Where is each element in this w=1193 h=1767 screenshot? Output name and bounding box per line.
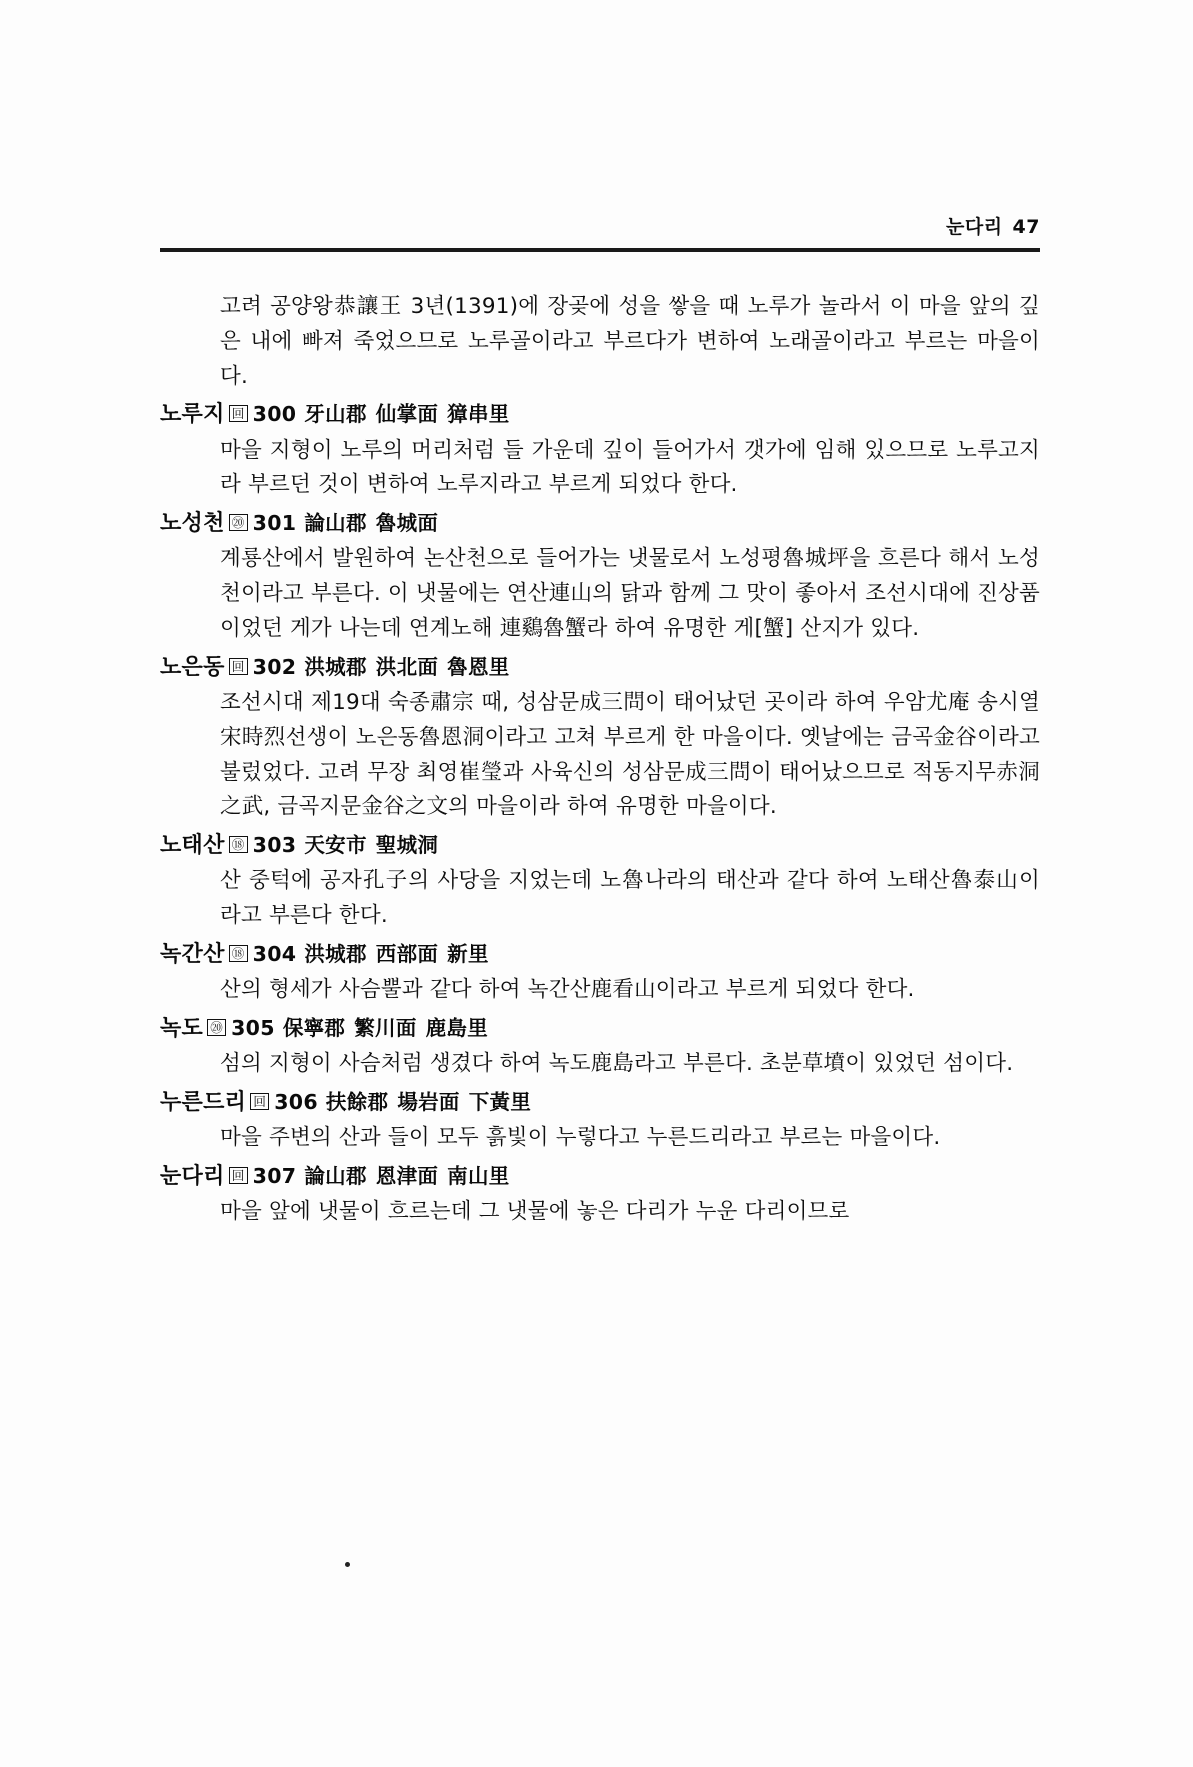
entry-headword: 누른드리 xyxy=(160,1089,247,1115)
entry-marker-icon: ⑱ xyxy=(229,945,248,962)
page-footer-mark xyxy=(345,1562,350,1567)
entry-location: 保寧郡 繁川面 鹿島里 xyxy=(282,1015,489,1040)
entry-number: 305 xyxy=(231,1015,275,1040)
entry-marker-icon: 回 xyxy=(229,658,248,675)
dictionary-entry xyxy=(160,938,1040,1008)
continued-paragraph: 고려 공양왕恭讓王 3년(1391)에 장곶에 성을 쌓을 때 노루가 놀라서 이 마을 앞의 깊은 내에 빠져 죽었으므로 노루골이라고 부르다가 변하여 노래골이라고 부르는 마을이다. xyxy=(220,294,1040,389)
dictionary-entry xyxy=(160,829,1040,934)
page-content xyxy=(160,290,1040,1232)
header-rule xyxy=(160,248,1040,252)
entry-headword-line xyxy=(160,829,1040,863)
entry-headword: 녹도 xyxy=(160,1015,204,1041)
entry-headword-line xyxy=(160,651,1040,685)
entry-body: 마을 지형이 노루의 머리처럼 들 가운데 깊이 들어가서 갯가에 임해 있으므로 노루고지라 부르던 것이 변하여 노루지라고 부르게 되었다 한다. xyxy=(220,437,1040,498)
entry-location: 論山郡 恩津面 南山里 xyxy=(304,1163,510,1188)
dictionary-entry xyxy=(160,398,1040,503)
entry-headword-line xyxy=(160,1012,1040,1046)
entry-marker-icon: 回 xyxy=(229,405,248,422)
dictionary-entry xyxy=(160,651,1040,825)
entry-location: 牙山郡 仙掌面 獐串里 xyxy=(304,402,510,427)
page-number: 47 xyxy=(1012,216,1040,238)
entry-number: 302 xyxy=(252,654,297,679)
entry-marker-icon: ⑳ xyxy=(207,1019,226,1036)
entry-location: 天安市 聖城洞 xyxy=(304,833,439,858)
page-header xyxy=(160,212,1040,239)
entry-body: 계룡산에서 발원하여 논산천으로 들어가는 냇물로서 노성평魯城坪을 흐른다 해서 노성천이라고 부른다. 이 냇물에는 연산連山의 닭과 함께 그 맛이 좋아서 조선시대에 진상품이었던 게가 나는데 연계노해 連鷄魯蟹라 하여 유명한 게[蟹] 산지가 있다. xyxy=(220,546,1040,641)
entry-headword-line xyxy=(160,1160,1040,1194)
entry-location: 論山郡 魯城面 xyxy=(304,511,439,536)
dictionary-entry xyxy=(160,1086,1040,1156)
entry-number: 307 xyxy=(252,1163,297,1188)
entry-number: 301 xyxy=(252,511,297,536)
entry-headword-line xyxy=(160,507,1040,541)
entry-headword: 눈다리 xyxy=(160,1163,225,1189)
header-title: 눈다리 xyxy=(945,216,1003,238)
entry-headword-line xyxy=(160,938,1040,972)
entry-location: 洪城郡 洪北面 魯恩里 xyxy=(304,654,510,679)
entry-headword-line xyxy=(160,398,1040,432)
dictionary-entry xyxy=(160,1160,1040,1230)
entry-marker-icon: 回 xyxy=(250,1093,269,1110)
entry-headword: 노태산 xyxy=(160,833,225,859)
entry-body: 마을 주변의 산과 들이 모두 흙빛이 누렇다고 누른드리라고 부르는 마을이다. xyxy=(220,1124,941,1150)
entry-body: 조선시대 제19대 숙종肅宗 때, 성삼문成三問이 태어났던 곳이라 하여 우암尤庵 송시열宋時烈선생이 노은동魯恩洞이라고 고쳐 부르게 한 마을이다. 옛날에는 금곡金谷이라고 불렀었다. 고려 무장 최영崔瑩과 사육신의 성삼문成三問이 태어났으므로 적동지무赤洞之武, 금곡지문金谷之文의 마을이라 하여 유명한 마을이다. xyxy=(220,689,1040,820)
entry-marker-icon: ⑳ xyxy=(229,514,248,531)
entry-location: 洪城郡 西部面 新里 xyxy=(304,941,489,966)
dictionary-entry xyxy=(160,507,1040,647)
entry-marker-icon: 回 xyxy=(229,1167,248,1184)
entry-headword: 노은동 xyxy=(160,654,225,680)
entry-body: 산의 형세가 사슴뿔과 같다 하여 녹간산鹿看山이라고 부르게 되었다 한다. xyxy=(220,977,915,1003)
entry-number: 306 xyxy=(274,1089,318,1114)
entry-number: 300 xyxy=(252,402,297,427)
entry-number: 303 xyxy=(252,833,297,858)
entry-headword: 녹간산 xyxy=(160,941,225,967)
entry-body: 산 중턱에 공자孔子의 사당을 지었는데 노魯나라의 태산과 같다 하여 노태산魯泰山이라고 부른다 한다. xyxy=(220,868,1040,929)
entry-number: 304 xyxy=(252,941,297,966)
dictionary-entry xyxy=(160,1012,1040,1082)
entry-location: 扶餘郡 場岩面 下黃里 xyxy=(325,1089,532,1114)
entry-body: 섬의 지형이 사슴처럼 생겼다 하여 녹도鹿島라고 부른다. 초분草墳이 있었던 섬이다. xyxy=(220,1050,1014,1076)
entry-headword: 노루지 xyxy=(160,402,225,428)
entry-body: 마을 앞에 냇물이 흐르는데 그 냇물에 놓은 다리가 누운 다리이므로 xyxy=(220,1198,850,1224)
entry-headword: 노성천 xyxy=(160,511,225,537)
entry-marker-icon: ⑱ xyxy=(229,836,248,853)
entry-headword-line xyxy=(160,1086,1040,1120)
